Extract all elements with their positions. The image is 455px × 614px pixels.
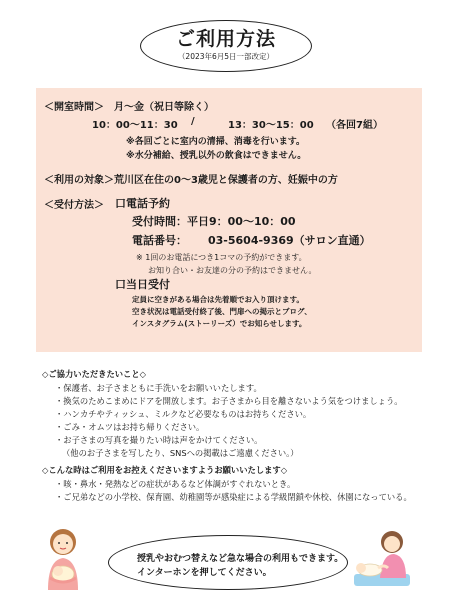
hours-slot2: 13：30～15：00 [228, 120, 314, 131]
phone-reservation-heading: 口電話予約 [115, 197, 170, 210]
hours-slot1: 10：00～11：30 [92, 120, 178, 131]
phone-note2: お知り合い・お友達の分の予約はできません。 [148, 266, 317, 275]
sameday-heading: 口当日受付 [115, 278, 170, 291]
notice-line2: インターホンを押してください。 [137, 568, 272, 578]
title-oval [140, 20, 312, 72]
refrain-heading: ◇こんな時はご利用をお控えくださいますようお願いいたします◇ [42, 465, 288, 475]
refrain-item: ・ご兄弟などの小学校、保育園、幼稚園等が感染症による学級閉鎖や休校、休園になっている。 [55, 492, 412, 502]
cooperation-item: ・ハンカチやティッシュ、ミルクなど必要なものはお持ちください。 [55, 409, 312, 419]
cooperation-heading: ◇ご協力いただきたいこと◇ [42, 369, 147, 379]
page-title: ご利用方法 [175, 28, 276, 50]
cooperation-item: （他のお子さまを写したり、SNSへの掲載はご遠慮ください。） [62, 448, 299, 458]
hours-days: 月～金（祝日等除く） [114, 102, 214, 113]
hours-separator: / [191, 116, 195, 127]
cooperation-item: ・保護者、お子さまともに手洗いをお願いいたします。 [55, 383, 262, 393]
target-label: ＜利用の対象＞ [44, 175, 114, 186]
cooperation-item: ・換気のためこまめにドアを開放します。お子さまから目を離さないよう気をつけましょう。 [55, 396, 403, 406]
phone-hours: 受付時間：平日9：00～10：00 [132, 215, 296, 228]
phone-note1: ※ 1回のお電話につき1コマの予約ができます。 [136, 253, 307, 262]
notice-line1: 授乳やおむつ替えなど急な場合の利用もできます。 [137, 554, 344, 564]
sameday-line1: 定員に空きがある場合は先着順でお入り頂けます。 [132, 295, 304, 304]
phone-number: 03-5604-9369（サロン直通） [208, 234, 371, 247]
hours-label: ＜開室時間＞ [44, 102, 104, 113]
diaper-change-illustration [352, 528, 412, 592]
cooperation-item: ・お子さまの写真を撮りたい時は声をかけてください。 [55, 435, 263, 445]
cooperation-item: ・ごみ・オムツはお持ち帰りください。 [55, 422, 205, 432]
revision-date: （2023年6月5日一部改定） [177, 52, 275, 61]
hours-capacity: （各回7組） [326, 120, 383, 131]
hours-note2: ※水分補給、授乳以外の飲食はできません。 [126, 151, 307, 161]
hours-note1: ※各回ごとに室内の清掃、消毒を行います。 [126, 137, 306, 147]
refrain-item: ・咳・鼻水・発熱などの症状があるなど体調がすぐれないとき。 [55, 479, 296, 489]
reception-label: ＜受付方法＞ [44, 200, 104, 211]
mother-baby-illustration [40, 526, 86, 594]
sameday-line2: 空き状況は電話受付終了後、門扉への掲示とブログ、 [132, 307, 312, 316]
info-box [36, 88, 422, 352]
sameday-line3: インスタグラム(ストーリーズ）でお知らせします。 [132, 319, 307, 328]
notice-oval [108, 535, 348, 590]
target-text: 荒川区在住の0～3歳児と保護者の方、妊娠中の方 [114, 175, 338, 186]
phone-number-label: 電話番号： [132, 234, 187, 247]
